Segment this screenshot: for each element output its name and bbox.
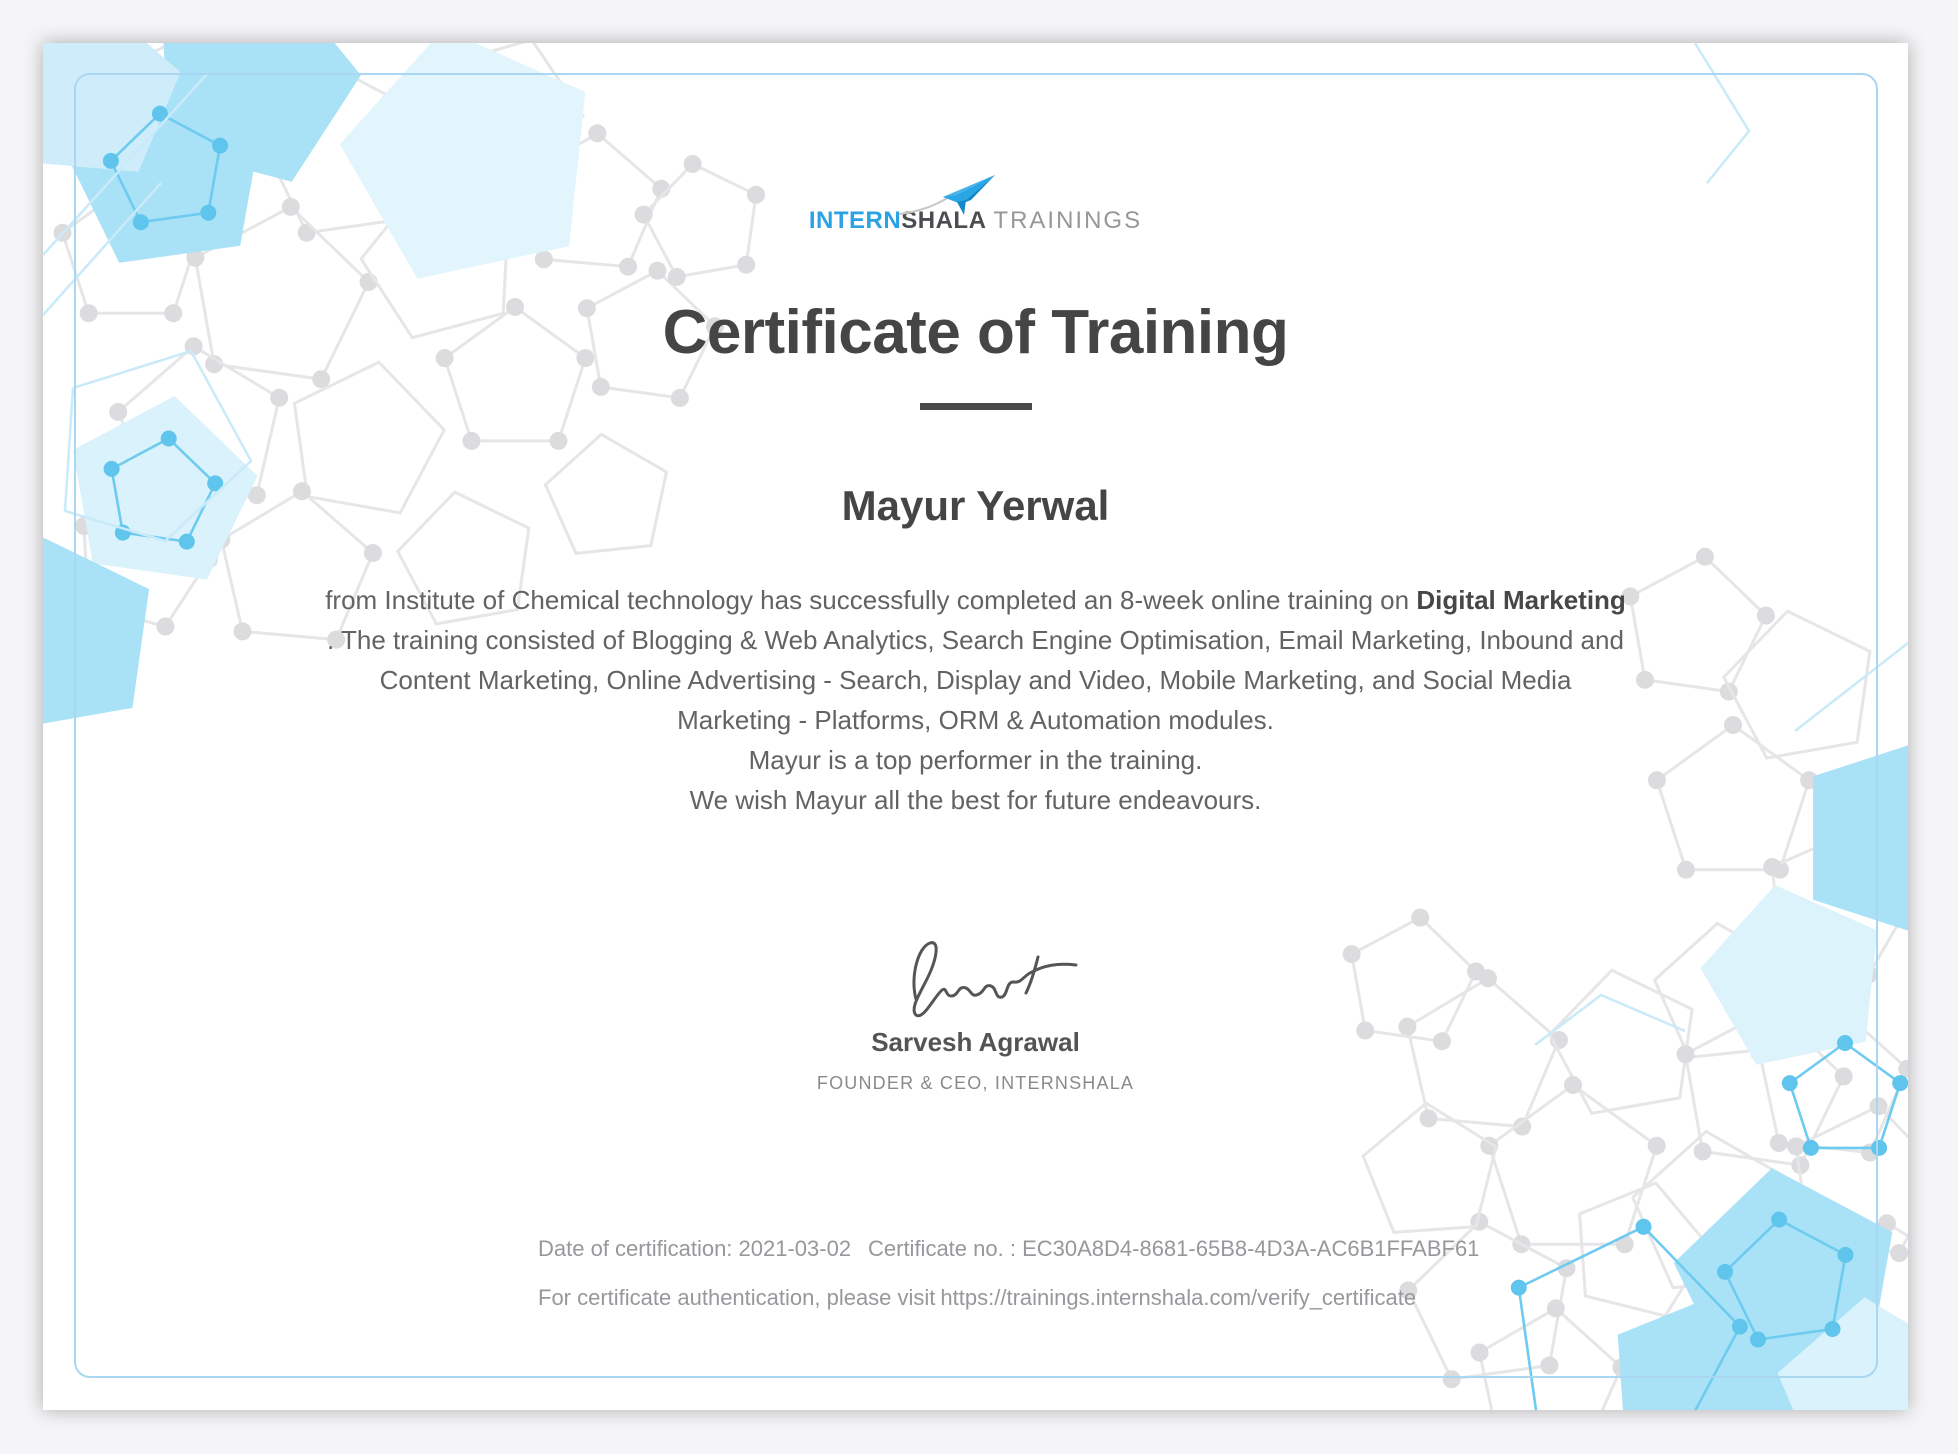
body-line-6: We wish Mayur all the best for future endeavours. [689, 785, 1262, 815]
certificate-card [43, 43, 1908, 1410]
verification-text: For certificate authentication, please visit [538, 1285, 936, 1310]
course-name: Digital Marketing [1416, 585, 1626, 615]
certificate-body [43, 580, 1908, 820]
certificate-title: Certificate of Training [662, 298, 1289, 367]
logo-word-intern: INTERN [808, 207, 902, 234]
verification-url: https://trainings.internshala.com/verify_certificate [940, 1285, 1417, 1310]
logo-word-shala: SHALA [901, 207, 987, 234]
body-line-3: Content Marketing, Online Advertising - Search, Display and Video, Mobile Marketing, and Social Media [379, 665, 1572, 695]
certification-date: Date of certification: 2021-03-02 [538, 1236, 852, 1261]
certificate-number: Certificate no. : EC30A8D4-8681-65B8-4D3A-AC6B1FFABF61 [868, 1236, 1480, 1261]
body-line-1-text: from Institute of Chemical technology has successfully completed an 8-week online training on [325, 585, 1410, 615]
signatory-title: FOUNDER & CEO, INTERNSHALA [816, 1073, 1135, 1093]
body-line-4: Marketing - Platforms, ORM & Automation modules. [677, 705, 1274, 735]
paper-plane-icon [897, 173, 999, 217]
recipient-name: Mayur Yerwal [841, 482, 1110, 529]
footer-certification-line [538, 1236, 1538, 1268]
body-line-5: Mayur is a top performer in the training. [748, 745, 1203, 775]
signatory-name: Sarvesh Agrawal [871, 1027, 1080, 1057]
logo-inner [809, 207, 1142, 235]
signature-image [888, 935, 1083, 1023]
internshala-trainings-logo [43, 207, 1908, 235]
body-line-1 [43, 580, 1908, 620]
certificate-content [43, 43, 1908, 1410]
logo-word-trainings: TRAININGS [993, 207, 1143, 234]
title-divider [920, 403, 1032, 410]
footer-verification-line [538, 1285, 1416, 1311]
body-line-2: . The training consisted of Blogging & Web Analytics, Search Engine Optimisation, Email Marketing, Inbound and [327, 625, 1624, 655]
